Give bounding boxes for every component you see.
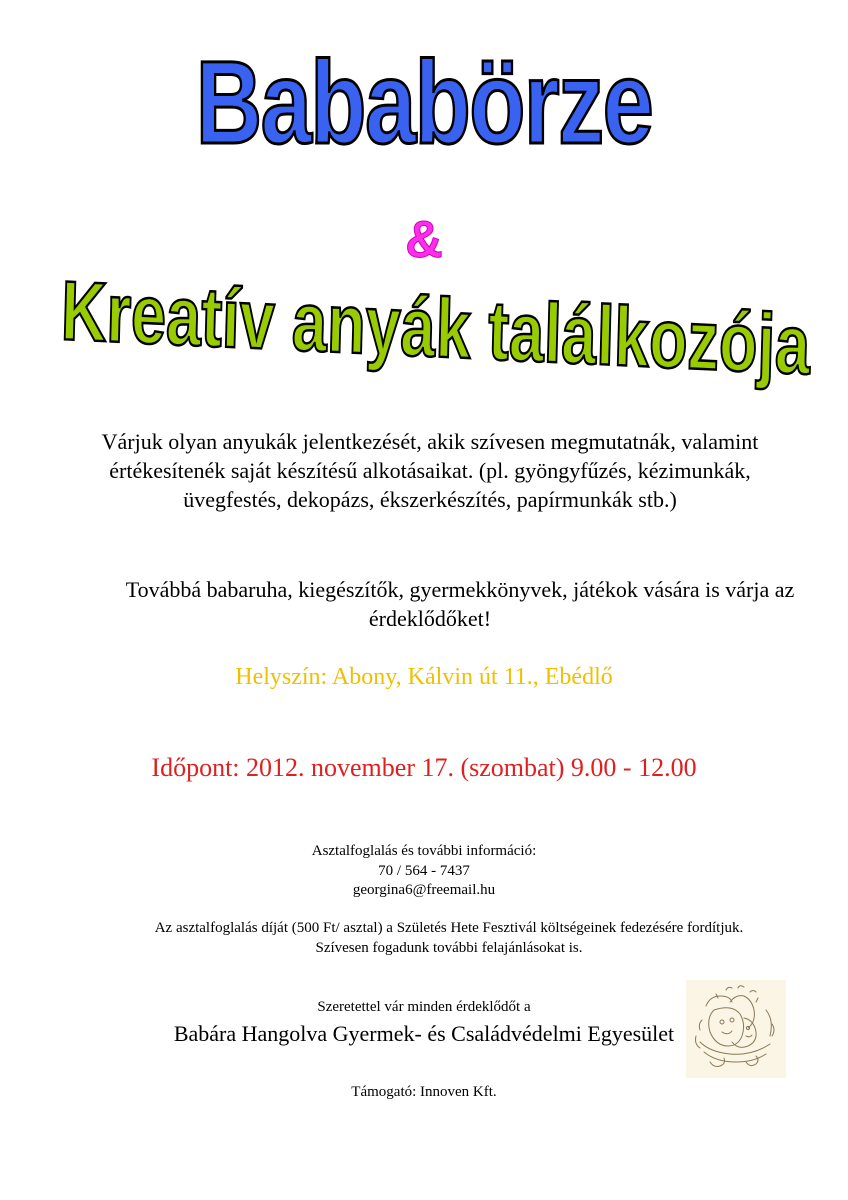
ampersand: & [405,211,443,269]
location-text: Helyszín: Abony, Kálvin út 11., Ebédlő [235,664,613,690]
contact-title: Asztalfoglalás és további információ: [311,843,537,859]
contact-phone: 70 / 564 - 7437 [378,863,470,879]
mother-and-child-sketch-icon [686,980,786,1078]
also-line-1: Továbbá babaruha, kiegészítők, gyermekkönyvek, játékok vására is várja az [125,577,795,602]
organization-name: Babára Hangolva Gyermek- és Családvédelmi Egyesület [173,1021,675,1046]
page-title: Bababörze [195,37,653,169]
also-line-2: érdeklődőket! [368,606,492,631]
page-subtitle: Kreatív anyák találkozója [59,263,812,392]
contact-email: georgina6@freemail.hu [352,882,496,898]
intro-line-3: üvegfestés, dekopázs, ékszerkészítés, papírmunkák stb.) [183,487,677,512]
intro-line-2: értékesítenék saját készítésű alkotásaikat. (pl. gyöngyfűzés, kézimunkák, [109,458,751,483]
sponsor-text: Támogató: Innoven Kft. [351,1084,497,1100]
intro-line-1: Várjuk olyan anyukák jelentkezését, akik szívesen megmutatnák, valamint [101,429,759,454]
fee-line-2: Szívesen fogadunk további felajánlásokat is. [315,940,583,956]
welcome-text: Szeretettel vár minden érdeklődőt a [317,999,531,1015]
date-time-text: Időpont: 2012. november 17. (szombat) 9.00 - 12.00 [151,753,697,782]
fee-line-1: Az asztalfoglalás díját (500 Ft/ asztal) a Születés Hete Fesztivál költségeinek fedezésére fordítjuk. [154,920,744,936]
